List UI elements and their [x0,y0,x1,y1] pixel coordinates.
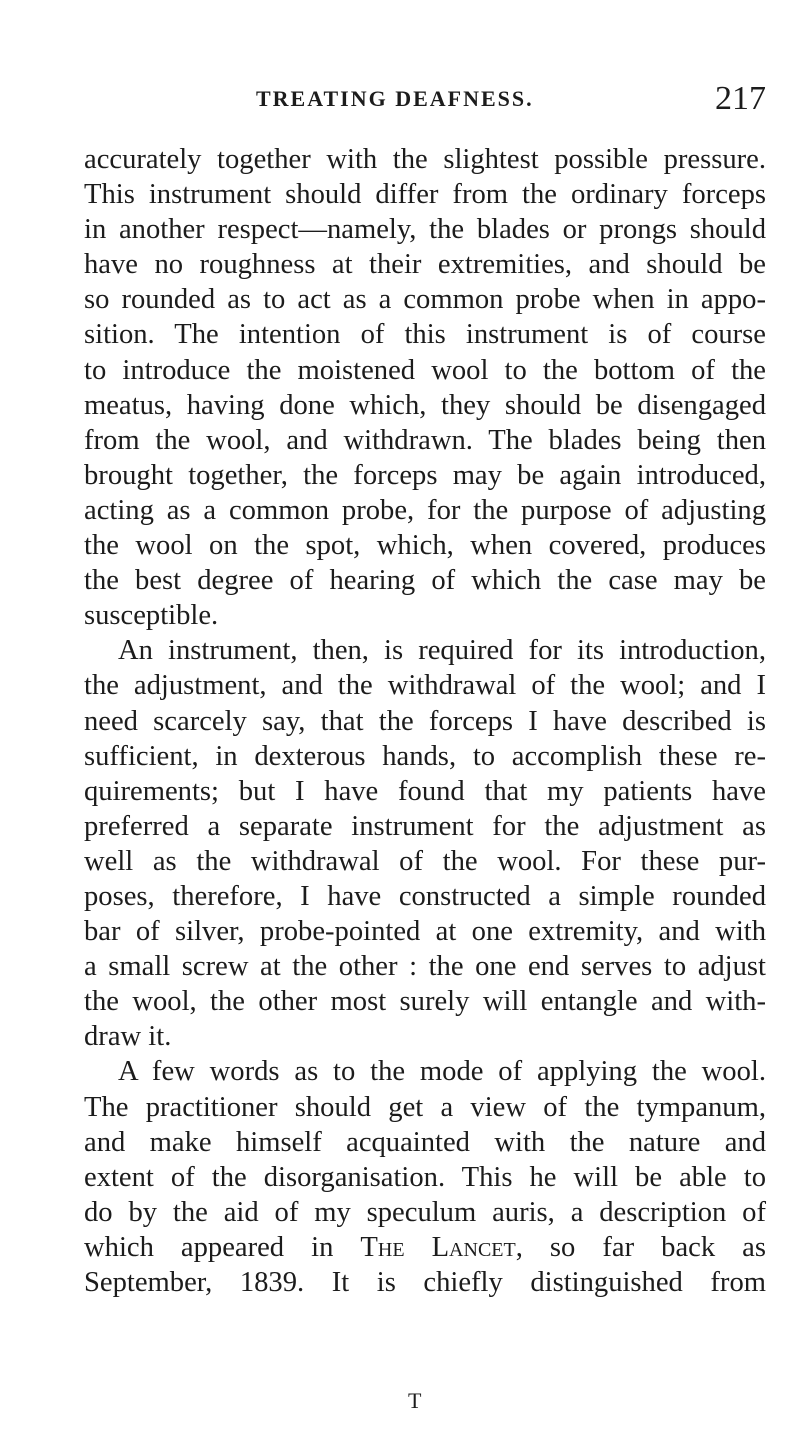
text-line: preferred a separate instrument for the adjustment as [84,810,766,842]
text-line: susceptible. [84,600,219,632]
text-line: accurately together with the slightest possible pressure. [84,144,766,175]
text-line: poses, therefore, I have constructed a simple rounded [84,880,766,912]
text-line: meatus, having done which, they should be disengaged [84,389,766,421]
journal-name: The Lancet, [360,1231,523,1263]
text-line: brought together, the forceps may be again introduced, [84,459,766,491]
text-line: September, 1839. It is chiefly distinguished from [84,1267,766,1298]
text-line: An instrument, then, is required for its introduction, [118,635,766,667]
signature-mark: T [408,1388,422,1413]
text-line: sition. The intention of this instrument is of course [84,319,766,351]
text-line: bar of silver, probe-pointed at one extremity, and with [84,916,766,948]
text-line: to introduce the moistened wool to the bottom of the [84,354,766,386]
text-line: well as the withdrawal of the wool. For these pur- [84,845,766,877]
text-fragment: which appeared in [84,1231,334,1263]
text-line: extent of the disorganisation. This he will be able to [84,1161,766,1193]
text-line: draw it. [84,1021,172,1053]
text-line: The practitioner should get a view of the tympanum, [84,1091,766,1123]
text-line: the wool, the other most surely will entangle and with- [84,986,766,1018]
text-line: so rounded as to act as a common probe when in appo- [84,284,766,316]
text-line: the best degree of hearing of which the case may be [84,565,766,597]
text-line: A few words as to the mode of applying the wool. [118,1056,766,1088]
text-line: This instrument should differ from the ordinary forceps [84,179,766,211]
text-line: a small screw at the other : the one end serves to adjust [84,951,766,983]
page-number: 217 [715,80,766,117]
text-line: quirements; but I have found that my patients have [84,775,766,807]
text-line: need scarcely say, that the forceps I have described is [84,705,766,737]
text-line: the wool on the spot, which, when covered, produces [84,530,766,562]
running-head [84,80,766,120]
text-line: from the wool, and withdrawn. The blades being then [84,424,766,456]
text-line: acting as a common probe, for the purpose of adjusting [84,494,766,526]
text-line: in another respect—namely, the blades or prongs should [84,214,766,246]
body-text [84,142,766,1300]
text-line: do by the aid of my speculum auris, a description of [84,1196,766,1228]
text-fragment: so far back as [549,1231,766,1263]
text-line: the adjustment, and the withdrawal of the wool; and I [84,670,766,702]
text-line: sufficient, in dexterous hands, to accomplish these re- [84,740,766,772]
text-line: and make himself acquainted with the nature and [84,1126,766,1158]
running-title: TREATING DEAFNESS. [256,86,534,111]
text-line-with-journal [84,1230,766,1265]
text-line: have no roughness at their extremities, and should be [84,249,766,281]
